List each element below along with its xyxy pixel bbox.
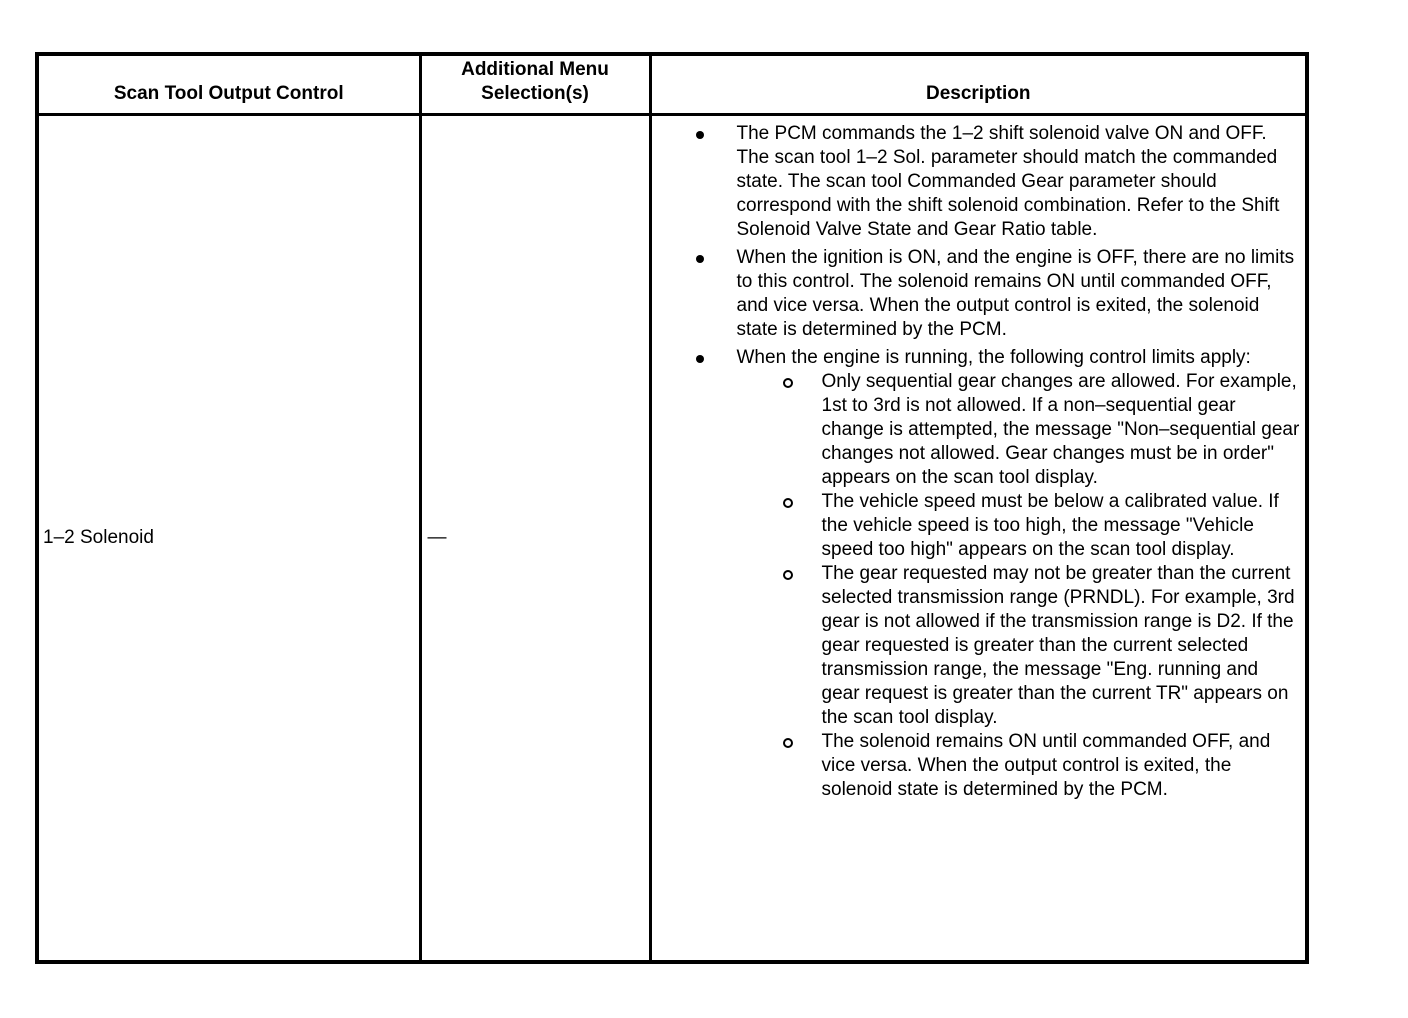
description-sub-bullet-text: Only sequential gear changes are allowed. For example, 1st to 3rd is not allowed. If a non–sequential gear change is attempted, the message "Non–sequential gear changes not allowed. Gear changes must be in order" appears on the scan tool display. bbox=[821, 371, 1300, 488]
table-row bbox=[37, 115, 1307, 962]
description-sub-bullet-text: The gear requested may not be greater than the current selected transmission range (PRNDL). For example, 3rd gear is not allowed if the transmission range is D2. If the gear requested is greater than the current selected transmission range, the message "Eng. running and gear request is greater than the current TR" appears on the scan tool display. bbox=[821, 563, 1295, 728]
open-circle-bullet-icon bbox=[783, 738, 793, 748]
description-bullet-text: When the ignition is ON, and the engine is OFF, there are no limits to this control. The solenoid remains ON until commanded OFF, and vice versa. When the output control is exited, the solenoid state is determined by the PCM. bbox=[736, 247, 1295, 340]
description-sub-bullet bbox=[822, 730, 1301, 802]
open-circle-bullet-icon bbox=[783, 570, 793, 580]
description-sub-bullet bbox=[822, 490, 1301, 562]
open-circle-bullet-icon bbox=[783, 498, 793, 508]
filled-bullet-icon bbox=[696, 255, 704, 263]
scan-tool-output-control-table bbox=[35, 52, 1309, 964]
column-header-description: Description bbox=[650, 54, 1307, 115]
filled-bullet-icon bbox=[696, 131, 704, 139]
column-header-scan-tool-output-control: Scan Tool Output Control bbox=[37, 54, 420, 115]
description-sub-bullet-text: The vehicle speed must be below a calibrated value. If the vehicle speed is too high, the message "Vehicle speed too high" appears on the scan tool display. bbox=[821, 491, 1279, 560]
description-bullet-text: When the engine is running, the following control limits apply: bbox=[736, 347, 1251, 368]
description-bullet-text: The PCM commands the 1–2 shift solenoid valve ON and OFF. The scan tool 1–2 Sol. parameter should match the commanded state. The scan tool Commanded Gear parameter should correspond with the shift solenoid combination. Refer to the Shift Solenoid Valve State and Gear Ratio table. bbox=[736, 123, 1280, 240]
description-sub-bullet-list bbox=[822, 370, 1301, 802]
description-sub-bullet-text: The solenoid remains ON until commanded OFF, and vice versa. When the output control is exited, the solenoid state is determined by the PCM. bbox=[821, 731, 1271, 800]
description-cell bbox=[650, 115, 1307, 962]
filled-bullet-icon bbox=[696, 355, 704, 363]
description-bullet bbox=[737, 122, 1301, 242]
description-sub-bullet bbox=[822, 370, 1301, 490]
description-bullet-list bbox=[652, 122, 1301, 802]
control-name-cell: 1–2 Solenoid bbox=[37, 115, 420, 962]
description-sub-bullet bbox=[822, 562, 1301, 730]
header-row bbox=[37, 54, 1307, 115]
column-header-additional-menu-selections: Additional Menu Selection(s) bbox=[420, 54, 650, 115]
description-bullet bbox=[737, 346, 1301, 802]
menu-selection-cell: — bbox=[420, 115, 650, 962]
open-circle-bullet-icon bbox=[783, 378, 793, 388]
description-bullet bbox=[737, 246, 1301, 342]
